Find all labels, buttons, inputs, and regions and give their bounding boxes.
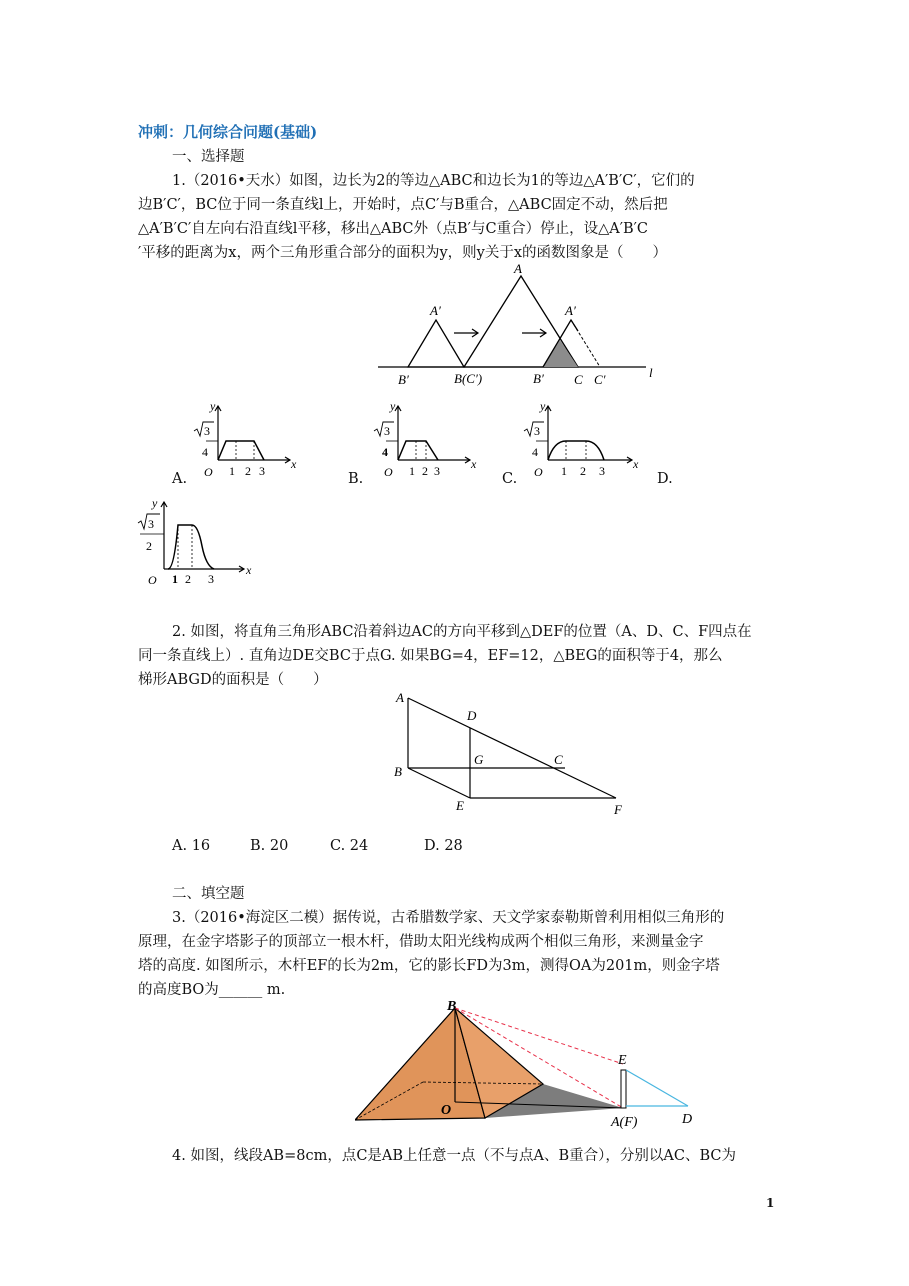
q2-trapezoid-figure: [390, 684, 635, 820]
axis-y-label: y: [390, 399, 396, 413]
label-B: B: [394, 764, 402, 779]
q3-pyramid-figure: [355, 998, 715, 1132]
label-F: F: [614, 802, 622, 817]
origin-label: O: [204, 465, 213, 479]
label-B-C-prime: B(C′): [454, 371, 483, 386]
sqrt-three-label: 3: [384, 424, 390, 438]
axis-x-label: x: [633, 457, 639, 471]
label-B-prime: B′: [398, 372, 409, 387]
axis-x-label: x: [471, 457, 477, 471]
q3-line: 3.（2016•海淀区二模）据传说，古希腊数学家、天文学家泰勒斯曾利用相似三角形的: [172, 910, 725, 926]
q2-line: 梯形ABGD的面积是（ ）: [138, 672, 328, 688]
q1-line: ′平移的距离为x，两个三角形重合部分的面积为y，则y关于x的函数图象是（ ）: [138, 245, 668, 261]
q2-option-c[interactable]: C. 24: [330, 838, 369, 854]
label-D: D: [682, 1112, 693, 1127]
page-number: 1: [766, 1196, 775, 1210]
label-B: B: [447, 999, 457, 1014]
q1-translation-figure: [370, 256, 670, 392]
origin-label: O: [384, 465, 393, 479]
q4-line: 4. 如图，线段AB=8cm，点C是AB上任意一点（不与点A、B重合），分别以AC、BC为: [172, 1148, 736, 1164]
q3-line: 塔的高度. 如图所示，木杆EF的长为2m，它的影长FD为3m，测得OA为201m，则金字塔: [138, 958, 720, 974]
option-a-label[interactable]: A.: [172, 471, 188, 487]
tick-2: 2: [245, 464, 251, 478]
tick-1: 1: [172, 572, 178, 586]
q3-line: 原理，在金字塔影子的顶部立一根木杆，借助太阳光线构成两个相似三角形，来测量金字: [138, 934, 704, 950]
axis-y-label: y: [540, 399, 546, 413]
denominator-label: 4: [532, 445, 538, 459]
section-heading-choice: 一、选择题: [172, 149, 245, 165]
option-c-label[interactable]: C.: [502, 471, 518, 487]
q2-line: 2. 如图，将直角三角形ABC沿着斜边AC的方向平移到△DEF的位置（A、D、C、F四点在: [172, 624, 752, 640]
denominator-label: 2: [146, 539, 152, 553]
graph-option-a: [190, 398, 298, 486]
tick-2: 2: [580, 464, 586, 478]
label-A: A: [396, 690, 404, 705]
label-C-prime: C′: [594, 372, 606, 387]
q3-line: 的高度BO为______ m.: [138, 982, 286, 998]
axis-y-label: y: [152, 496, 158, 510]
label-l: l: [649, 365, 653, 380]
page-title: 冲刺：几何综合问题(基础): [138, 123, 318, 141]
denominator-label: 4: [202, 445, 208, 459]
section-heading-fill: 二、填空题: [172, 886, 245, 902]
label-G: G: [474, 752, 484, 767]
origin-label: O: [148, 573, 157, 587]
graph-option-b: [370, 398, 478, 486]
denominator-label: 4: [382, 445, 388, 459]
tick-3: 3: [259, 464, 265, 478]
sqrt-three-label: 3: [534, 424, 540, 438]
label-C: C: [554, 752, 563, 767]
axis-x-label: x: [246, 563, 252, 577]
tick-3: 3: [599, 464, 605, 478]
q1-line: 1.（2016•天水）如图，边长为2的等边△ABC和边长为1的等边△A′B′C′，它们的: [172, 173, 695, 189]
q1-line: 边B′C′，BC位于同一条直线l上，开始时，点C′与B重合，△ABC固定不动，然后把: [138, 197, 668, 213]
label-E: E: [618, 1053, 627, 1068]
graph-option-c: [520, 398, 640, 486]
sqrt-three-label: 3: [204, 424, 210, 438]
tick-2: 2: [185, 572, 191, 586]
tick-1: 1: [229, 464, 235, 478]
q2-option-a[interactable]: A. 16: [172, 838, 211, 854]
origin-label: O: [534, 465, 543, 479]
q2-line: 同一条直线上）. 直角边DE交BC于点G. 如果BG=4，EF=12，△BEG的面积等于4，那么: [138, 648, 723, 664]
axis-x-label: x: [291, 457, 297, 471]
label-C: C: [574, 372, 583, 387]
label-E: E: [456, 798, 464, 813]
label-A-prime-2: A′: [565, 303, 576, 318]
label-A-prime: A′: [430, 303, 441, 318]
tick-3: 3: [434, 464, 440, 478]
label-B-prime-2: B′: [533, 371, 544, 386]
q1-line: △A′B′C′自左向右沿直线l平移，移出△ABC外（点B′与C重合）停止，设△A′B′C: [138, 221, 649, 237]
option-b-label[interactable]: B.: [348, 471, 364, 487]
tick-3: 3: [208, 572, 214, 586]
q2-option-b[interactable]: B. 20: [250, 838, 289, 854]
label-D: D: [467, 708, 477, 723]
q2-option-d[interactable]: D. 28: [424, 838, 463, 854]
tick-1: 1: [561, 464, 567, 478]
label-A-F: A(F): [611, 1115, 638, 1130]
label-O: O: [441, 1103, 452, 1118]
sqrt-three-label: 3: [148, 517, 154, 531]
option-d-label[interactable]: D.: [657, 471, 673, 487]
tick-2: 2: [422, 464, 428, 478]
graph-option-d: [132, 494, 258, 590]
tick-1: 1: [409, 464, 415, 478]
label-A: A: [514, 261, 522, 276]
axis-y-label: y: [210, 399, 216, 413]
